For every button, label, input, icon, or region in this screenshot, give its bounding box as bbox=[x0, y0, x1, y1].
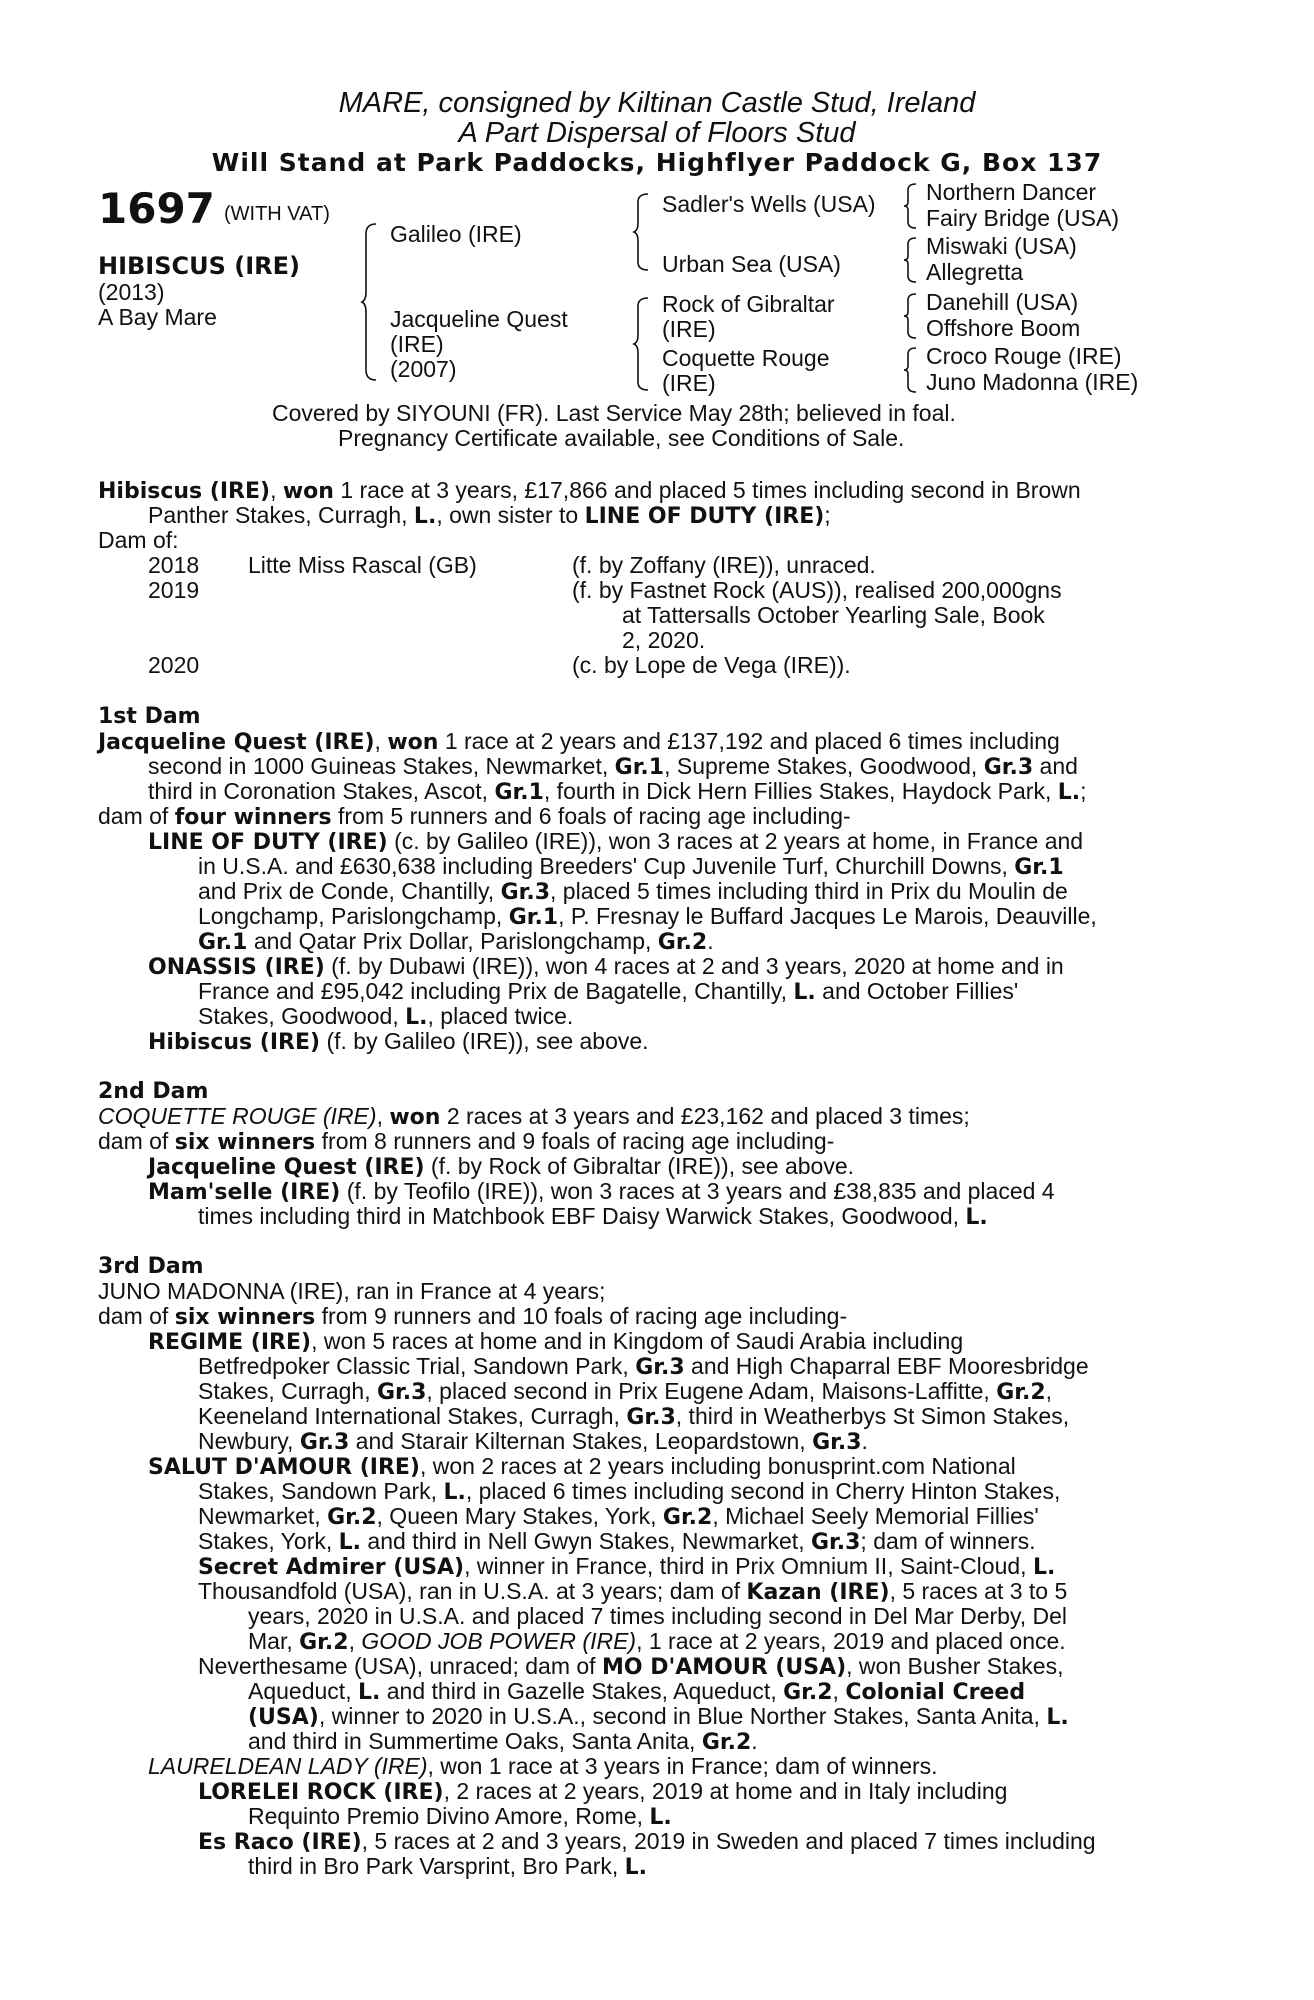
lod-line3: and Prix de Conde, Chantilly, Gr.3, placed 5 times including third in Prix du Moulin de bbox=[198, 878, 1068, 905]
esraco-line2: third in Bro Park Varsprint, Bro Park, L. bbox=[248, 1853, 648, 1880]
header-consignor: MARE, consigned by Kiltinan Castle Stud, Ireland bbox=[338, 87, 976, 119]
pedigree-dd-line1: Coquette Rouge bbox=[662, 345, 830, 371]
pedigree-dds: Croco Rouge (IRE) bbox=[926, 343, 1122, 369]
pedigree-ss: Sadler's Wells (USA) bbox=[662, 191, 876, 217]
never-line2: Aqueduct, L. and third in Gazelle Stakes, Aqueduct, Gr.2, Colonial Creed bbox=[248, 1678, 1026, 1705]
regime-line2: Betfredpoker Classic Trial, Sandown Park, Gr.3 and High Chaparral EBF Mooresbridge bbox=[198, 1353, 1089, 1380]
dam2-line2: dam of six winners from 8 runners and 9 foals of racing age including- bbox=[98, 1128, 835, 1155]
pedigree-ssd: Fairy Bridge (USA) bbox=[926, 205, 1119, 231]
dam1-line4: dam of four winners from 5 runners and 6 foals of racing age including- bbox=[98, 803, 851, 830]
pedigree-sire: Galileo (IRE) bbox=[390, 221, 522, 247]
secret-line: Secret Admirer (USA), winner in France, third in Prix Omnium II, Saint-Cloud, L. bbox=[198, 1553, 1056, 1580]
mamselle-line2: times including third in Matchbook EBF Daisy Warwick Stakes, Goodwood, L. bbox=[198, 1203, 988, 1230]
dam3-line2: dam of six winners from 9 runners and 10 foals of racing age including- bbox=[98, 1303, 848, 1330]
produce-name: Litte Miss Rascal (GB) bbox=[248, 552, 477, 578]
pedigree-dam-line1: Jacqueline Quest bbox=[390, 306, 568, 332]
dam1-heading: 1st Dam bbox=[98, 704, 201, 729]
pedigree-ds-line1: Rock of Gibraltar bbox=[662, 291, 835, 317]
pedigree-dam-line3: (2007) bbox=[390, 356, 457, 382]
horse-desc: A Bay Mare bbox=[98, 304, 217, 330]
intro-damof: Dam of: bbox=[98, 527, 179, 553]
covered-line2: Pregnancy Certificate available, see Conditions of Sale. bbox=[338, 425, 905, 451]
pedigree-brace-ds bbox=[904, 292, 920, 340]
onassis-line1: ONASSIS (IRE) (f. by Dubawi (IRE)), won 4 races at 2 and 3 years, 2020 at home and in bbox=[148, 953, 1064, 980]
salut-line2: Stakes, Sandown Park, L., placed 6 times including second in Cherry Hinton Stakes, bbox=[198, 1478, 1061, 1505]
pedigree-ds-line2: (IRE) bbox=[662, 316, 716, 342]
header-location: Will Stand at Park Paddocks, Highflyer Paddock G, Box 137 bbox=[211, 148, 1103, 177]
salut-line3: Newmarket, Gr.2, Queen Mary Stakes, York, Gr.2, Michael Seely Memorial Fillies' bbox=[198, 1503, 1039, 1530]
thous-line1: Thousandfold (USA), ran in U.S.A. at 3 years; dam of Kazan (IRE), 5 races at 3 to 5 bbox=[198, 1578, 1068, 1605]
dam1-line1: Jacqueline Quest (IRE), won 1 race at 2 years and £137,192 and placed 6 times including bbox=[98, 728, 1060, 755]
dam1-line3: third in Coronation Stakes, Ascot, Gr.1, fourth in Dick Hern Fillies Stakes, Haydock Park, L.; bbox=[148, 778, 1087, 805]
produce-note: (f. by Fastnet Rock (AUS)), realised 200,000gns bbox=[572, 577, 1062, 603]
produce-year: 2018 bbox=[148, 552, 200, 578]
lot-number: 1697 bbox=[98, 184, 215, 233]
pedigree-brace-main bbox=[362, 222, 382, 382]
lod-line2: in U.S.A. and £630,638 including Breeders' Cup Juvenile Turf, Churchill Downs, Gr.1 bbox=[198, 853, 1064, 880]
mamselle-line1: Mam'selle (IRE) (f. by Teofilo (IRE)), won 3 races at 3 years and £38,835 and placed 4 bbox=[148, 1178, 1055, 1205]
dam3-heading: 3rd Dam bbox=[98, 1254, 204, 1279]
pedigree-dsd: Offshore Boom bbox=[926, 315, 1081, 341]
produce-note: (c. by Lope de Vega (IRE)). bbox=[572, 652, 851, 678]
lorelei-line2: Requinto Premio Divino Amore, Rome, L. bbox=[248, 1803, 672, 1830]
jq-line: Jacqueline Quest (IRE) (f. by Rock of Gibraltar (IRE)), see above. bbox=[148, 1153, 855, 1180]
hibiscus-line: Hibiscus (IRE) (f. by Galileo (IRE)), see above. bbox=[148, 1028, 649, 1055]
pedigree-sss: Northern Dancer bbox=[926, 179, 1097, 205]
lod-line4: Longchamp, Parislongchamp, Gr.1, P. Fresnay le Buffard Jacques Le Marois, Deauville, bbox=[198, 903, 1097, 930]
produce-year: 2020 bbox=[148, 652, 200, 678]
regime-line5: Newbury, Gr.3 and Starair Kilternan Stakes, Leopardstown, Gr.3. bbox=[198, 1428, 868, 1455]
pedigree-brace-dd bbox=[904, 346, 920, 394]
never-line3: (USA), winner to 2020 in U.S.A., second in Blue Norther Stakes, Santa Anita, L. bbox=[248, 1703, 1069, 1730]
intro-line2: Panther Stakes, Curragh, L., own sister to LINE OF DUTY (IRE); bbox=[148, 502, 831, 529]
intro-line1: Hibiscus (IRE), won 1 race at 3 years, £17,866 and placed 5 times including second in Brown bbox=[98, 477, 1081, 504]
salut-line1: SALUT D'AMOUR (IRE), won 2 races at 2 years including bonusprint.com National bbox=[148, 1453, 1016, 1480]
pedigree-dam-line2: (IRE) bbox=[390, 331, 444, 357]
produce-year: 2019 bbox=[148, 577, 200, 603]
regime-line4: Keeneland International Stakes, Curragh, Gr.3, third in Weatherbys St Simon Stakes, bbox=[198, 1403, 1070, 1430]
never-line4: and third in Summertime Oaks, Santa Anita, Gr.2. bbox=[248, 1728, 758, 1755]
header-dispersal: A Part Dispersal of Floors Stud bbox=[458, 117, 856, 149]
pedigree-sds: Miswaki (USA) bbox=[926, 233, 1077, 259]
lod-line5: Gr.1 and Qatar Prix Dollar, Parislongchamp, Gr.2. bbox=[198, 928, 714, 955]
dam2-heading: 2nd Dam bbox=[98, 1079, 209, 1104]
dam2-line1: COQUETTE ROUGE (IRE), won 2 races at 3 years and £23,162 and placed 3 times; bbox=[98, 1103, 970, 1130]
thous-line2: years, 2020 in U.S.A. and placed 7 times including second in Del Mar Derby, Del bbox=[248, 1603, 1068, 1629]
pedigree-brace-sd bbox=[904, 236, 920, 284]
covered-line1: Covered by SIYOUNI (FR). Last Service May 28th; believed in foal. bbox=[272, 400, 956, 426]
lod-line1: LINE OF DUTY (IRE) (c. by Galileo (IRE)), won 3 races at 2 years at home, in France and bbox=[148, 828, 1084, 855]
dam1-line2: second in 1000 Guineas Stakes, Newmarket, Gr.1, Supreme Stakes, Goodwood, Gr.3 and bbox=[148, 753, 1078, 780]
produce-note: 2, 2020. bbox=[622, 627, 706, 653]
horse-name: HIBISCUS (IRE) bbox=[98, 252, 301, 280]
horse-year: (2013) bbox=[98, 279, 165, 305]
produce-note: at Tattersalls October Yearling Sale, Book bbox=[622, 602, 1045, 628]
dam3-line1: JUNO MADONNA (IRE), ran in France at 4 years; bbox=[98, 1278, 606, 1304]
produce-note: (f. by Zoffany (IRE)), unraced. bbox=[572, 552, 876, 578]
onassis-line2: France and £95,042 including Prix de Bagatelle, Chantilly, L. and October Fillies' bbox=[198, 978, 1019, 1005]
regime-line1: REGIME (IRE), won 5 races at home and in Kingdom of Saudi Arabia including bbox=[148, 1328, 964, 1355]
regime-line3: Stakes, Curragh, Gr.3, placed second in Prix Eugene Adam, Maisons-Laffitte, Gr.2, bbox=[198, 1378, 1053, 1405]
lot-vat: (WITH VAT) bbox=[224, 203, 330, 225]
pedigree-brace-dam bbox=[634, 296, 654, 392]
never-line1: Neverthesame (USA), unraced; dam of MO D'AMOUR (USA), won Busher Stakes, bbox=[198, 1653, 1064, 1680]
pedigree-brace-ss bbox=[904, 182, 920, 230]
pedigree-sdd: Allegretta bbox=[926, 259, 1024, 285]
esraco-line1: Es Raco (IRE), 5 races at 2 and 3 years, 2019 in Sweden and placed 7 times including bbox=[198, 1828, 1096, 1855]
salut-line4: Stakes, York, L. and third in Nell Gwyn Stakes, Newmarket, Gr.3; dam of winners. bbox=[198, 1528, 1036, 1555]
pedigree-ddd: Juno Madonna (IRE) bbox=[926, 369, 1139, 395]
thous-line3: Mar, Gr.2, GOOD JOB POWER (IRE), 1 race at 2 years, 2019 and placed once. bbox=[248, 1628, 1066, 1655]
onassis-line3: Stakes, Goodwood, L., placed twice. bbox=[198, 1003, 574, 1030]
lorelei-line1: LORELEI ROCK (IRE), 2 races at 2 years, 2019 at home and in Italy including bbox=[198, 1778, 1008, 1805]
pedigree-sd: Urban Sea (USA) bbox=[662, 251, 841, 277]
pedigree-dd-line2: (IRE) bbox=[662, 370, 716, 396]
pedigree-brace-sire bbox=[634, 192, 654, 272]
pedigree-dss: Danehill (USA) bbox=[926, 289, 1079, 315]
laurel-line: LAURELDEAN LADY (IRE), won 1 race at 3 years in France; dam of winners. bbox=[148, 1753, 938, 1779]
